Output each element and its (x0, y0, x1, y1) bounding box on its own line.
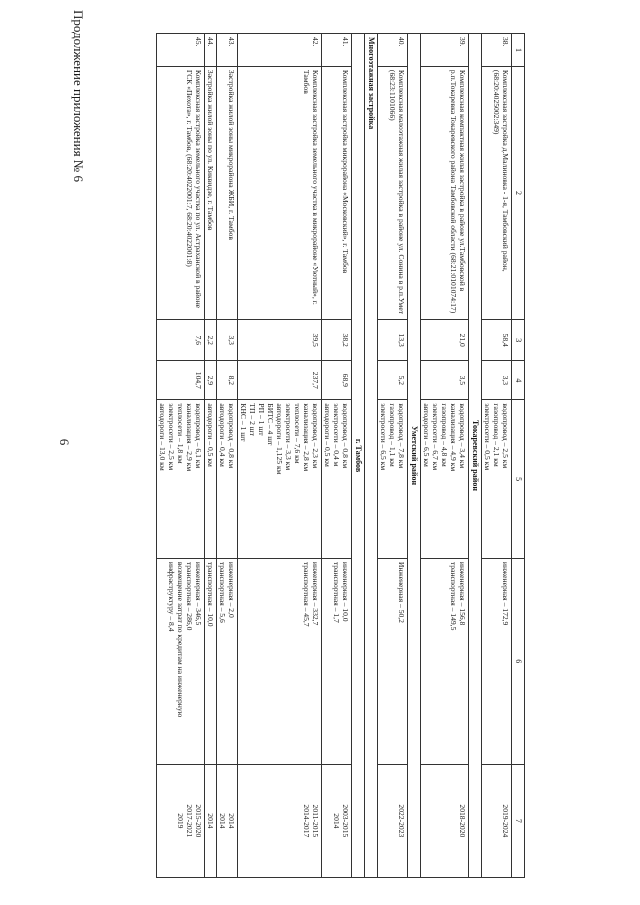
years-item: 2014-2017 (302, 804, 311, 838)
network-item: газопровод – 4,8 км (440, 403, 449, 467)
network-item: теплосети – 1,8 км (176, 403, 185, 464)
project-name: Комплексная компактная жилая застройка в районе ул.Тамбовской в р.п.Токаревка Токаревского района Тамбовской области (68:21:0101074:17) (421, 66, 469, 319)
cost-list (482, 558, 512, 764)
years-item: 2022-2023 (397, 804, 406, 838)
years-item: 2018-2020 (458, 804, 467, 838)
network-item: ТП – 2 шт (248, 403, 257, 436)
cost-item: транспортная – 45,7 (302, 561, 311, 627)
area-value: 13,3 (378, 320, 408, 361)
row-number: 43. (217, 34, 238, 67)
network-item: БИТС – 4 шт (266, 403, 275, 446)
page-number: 6 (57, 438, 72, 446)
network-item: автодороги – 13,0 км (158, 403, 167, 471)
years-item: 2003-2015 (341, 804, 350, 838)
network-item: водопровод – 3,4 км (458, 403, 467, 469)
years-list (322, 764, 352, 877)
years-list (378, 764, 408, 877)
cost-list (238, 558, 322, 764)
years-list (157, 764, 205, 877)
years-item: 2014 (332, 813, 341, 829)
cost-item: транспортная – 5,6 (218, 561, 227, 623)
network-item: КНС – 1 шт (239, 403, 248, 442)
network-item: электросети – 3,3 км (284, 403, 293, 471)
section-label: г. Тамбов (352, 34, 365, 878)
network-list (205, 400, 217, 559)
cost-item: инженерная – 2,0 (227, 561, 236, 618)
continued-label: Продолжение приложения № 6 (71, 10, 86, 182)
table-row (217, 34, 238, 878)
network-item: водопровод – 0,8 км (341, 403, 350, 469)
row-number: 38. (482, 34, 512, 67)
housing-value: 68,9 (322, 361, 352, 400)
cost-item: инженерная – 172,9 (501, 561, 510, 626)
network-item: газопровод – 1,1 км (388, 403, 397, 467)
row-number: 42. (238, 34, 322, 67)
project-name: Комплексная застройка земельного участка в микрорайоне «Уютный», г. Тамбов (238, 66, 322, 319)
network-list (322, 400, 352, 559)
cost-item: транспортная – 286,0 (185, 561, 194, 631)
area-value: 21,0 (421, 320, 469, 361)
cost-item: транспортная – 10,0 (206, 561, 215, 627)
housing-value: 5,2 (378, 361, 408, 400)
section-row (365, 34, 378, 878)
section-row (352, 34, 365, 878)
table-row (205, 34, 217, 878)
project-name: Комплексная застройка микрорайона «Московский», г. Тамбов (322, 66, 352, 319)
housing-value: 237,7 (238, 361, 322, 400)
network-list (421, 400, 469, 559)
housing-value: 2,9 (205, 361, 217, 400)
header-cell: 5 (512, 400, 525, 559)
cost-item: инженерная – 332,7 (311, 561, 320, 626)
row-number: 45. (157, 34, 205, 67)
housing-value: 3,5 (421, 361, 469, 400)
network-item: электросети – 0,4 м (332, 403, 341, 467)
row-number: 40. (378, 34, 408, 67)
area-value: 7,6 (157, 320, 205, 361)
housing-value: 8,2 (217, 361, 238, 400)
network-item: водопровод – 2,3 км (311, 403, 320, 469)
network-item: автодороги – 6,5 км (422, 403, 431, 467)
years-item: 2014 (218, 813, 227, 829)
table-row (482, 34, 512, 878)
network-item: автодороги – 1,125 км (275, 403, 284, 475)
network-list (378, 400, 408, 559)
header-cell: 4 (512, 361, 525, 400)
cost-item: Инженерная – 50,2 (397, 561, 406, 623)
network-item: водопровод – 2,5 км (501, 403, 510, 469)
project-name: Комплексная застройка земельного участка по ул. Астраханской в районе ГСК «Пехота», г. Тамбов, (68:20:4022001:7, 68:20:4022001:8) (157, 66, 205, 319)
area-value: 3,3 (217, 320, 238, 361)
network-item: канализация – 4,9 км (449, 403, 458, 472)
network-list (238, 400, 322, 559)
network-list (157, 400, 205, 559)
years-list (205, 764, 217, 877)
projects-table (156, 33, 525, 878)
years-item: 2015-2020 (194, 804, 203, 838)
rotated-table-container (100, 33, 525, 878)
years-item: 2011-2015 (311, 804, 320, 838)
cost-item: инженерная – 156,8 (458, 561, 467, 626)
years-list (217, 764, 238, 877)
network-item: электросети – 0,5 км (483, 403, 492, 471)
network-item: водопровод – 6,1 км (194, 403, 203, 469)
network-item: водопровод – 7,8 км (397, 403, 406, 469)
header-cell: 1 (512, 34, 525, 67)
network-list (482, 400, 512, 559)
table-row (322, 34, 352, 878)
section-row (469, 34, 482, 878)
cost-list (378, 558, 408, 764)
housing-value: 3,3 (482, 361, 512, 400)
area-value: 2,2 (205, 320, 217, 361)
header-cell: 6 (512, 558, 525, 764)
cost-list (421, 558, 469, 764)
network-item: электросети – 6,5 км (379, 403, 388, 471)
network-item: теплосети – 7,6 км (293, 403, 302, 464)
header-cell: 2 (512, 66, 525, 319)
row-number: 44. (205, 34, 217, 67)
years-item: 2019-2024 (501, 804, 510, 838)
table-row (421, 34, 469, 878)
area-value: 38,2 (322, 320, 352, 361)
section-label: Уметский район (408, 34, 421, 878)
header-row (512, 34, 525, 878)
row-number: 39. (421, 34, 469, 67)
network-item: водопровод – 0,8 км (227, 403, 236, 469)
years-item: 2017-2021 (185, 804, 194, 838)
area-value: 58,4 (482, 320, 512, 361)
project-name: Застройка жилой зоны по ул. Киквидзе, г. Тамбов (205, 66, 217, 319)
network-item: газопровод – 2,1 км (492, 403, 501, 467)
area-value: 39,5 (238, 320, 322, 361)
network-item: электросети – 2,5 км (167, 403, 176, 471)
table-row (157, 34, 205, 878)
years-list (421, 764, 469, 877)
years-item: 2019 (176, 813, 185, 829)
network-item: канализация – 2,8 км (302, 403, 311, 472)
table-row (238, 34, 322, 878)
project-name: Застройка жилой зоны микрорайона ЖБИ, г. Тамбов (217, 66, 238, 319)
network-item: автодороги – 0,5 км (206, 403, 215, 467)
project-name: Комплексная застройка д.Малиновка - 1-я, Тамбовский район, (68:20:4025002:349) (482, 66, 512, 319)
network-item: автодороги – 0,5 км (323, 403, 332, 467)
network-list (217, 400, 238, 559)
years-item: 2014 (206, 813, 215, 829)
cost-list (217, 558, 238, 764)
cost-list (205, 558, 217, 764)
section-row (408, 34, 421, 878)
cost-list (322, 558, 352, 764)
cost-list (157, 558, 205, 764)
years-list (238, 764, 322, 877)
header-cell: 7 (512, 764, 525, 877)
years-list (482, 764, 512, 877)
cost-item: инженерная – 346,5 (194, 561, 203, 626)
housing-value: 104,7 (157, 361, 205, 400)
section-label: Токаревский район (469, 34, 482, 878)
cost-item: инженерная – 10,0 (341, 561, 350, 622)
network-item: канализация – 2,9 км (185, 403, 194, 472)
cost-item: возмещение затрат по кредитам на инженерную инфраструктуру – 8,4 (167, 561, 185, 718)
cost-item: транспортная – 149,5 (449, 561, 458, 631)
project-name: Комплексная малоэтажная жилая застройка в районе ул. Сонина в р.п.Умет (68:23:1101066) (378, 66, 408, 319)
cost-item: транспортная – 1,7 (332, 561, 341, 623)
network-item: РП – 1 шт (257, 403, 266, 436)
section-label: Многоэтажная застройка (365, 34, 378, 878)
network-item: электросети – 6,7 км (431, 403, 440, 471)
table-row (378, 34, 408, 878)
years-item: 2014 (227, 813, 236, 829)
row-number: 41. (322, 34, 352, 67)
network-item: автодороги – 0,4 км (218, 403, 227, 467)
header-cell: 3 (512, 320, 525, 361)
